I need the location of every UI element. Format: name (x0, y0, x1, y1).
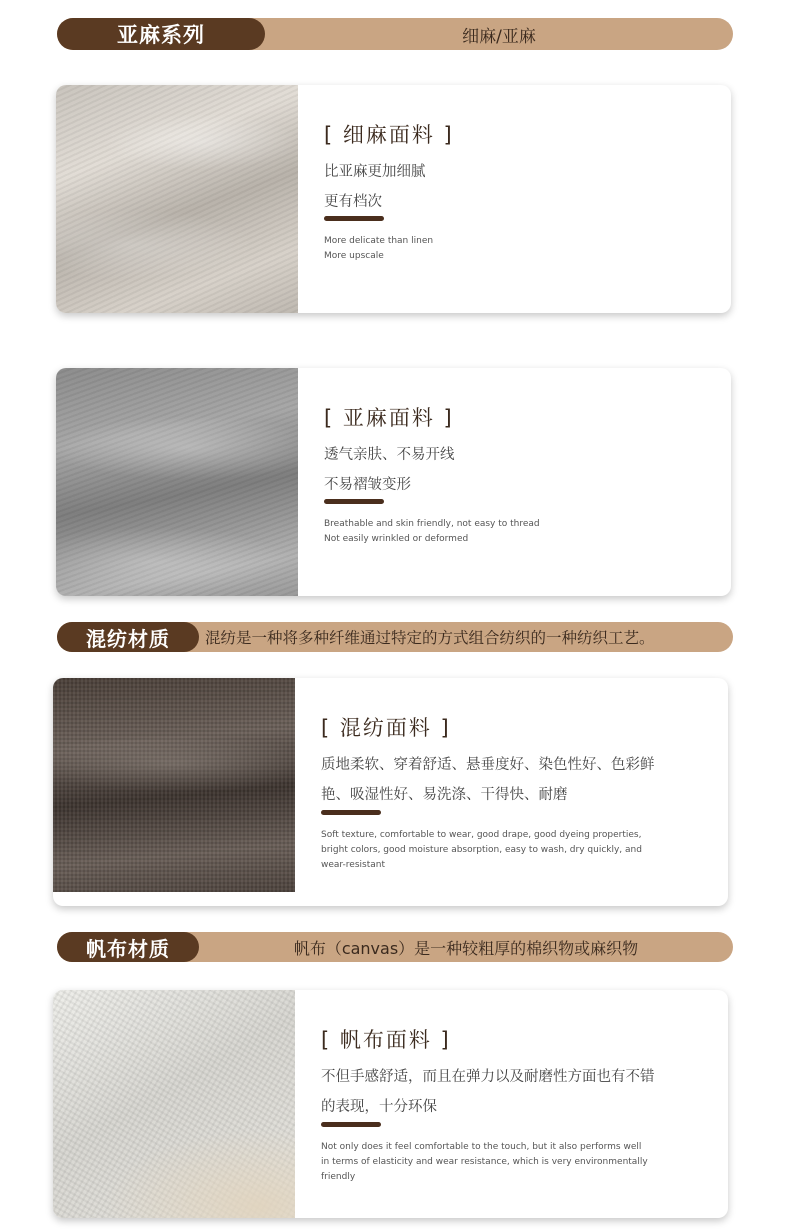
fabric-english-description (324, 517, 654, 547)
fabric-title: [ 亚麻面料 ] (324, 406, 454, 430)
section-banner-blend (57, 622, 733, 652)
section-subtitle-linen: 细麻/亚麻 (462, 26, 536, 47)
divider-bar (324, 216, 384, 221)
english-line: More delicate than linen (324, 236, 434, 246)
fabric-english-description (321, 828, 651, 873)
fabric-info (324, 368, 724, 596)
section-banner-linen (57, 18, 733, 50)
divider-bar (324, 499, 384, 504)
fabric-info (324, 85, 724, 313)
fabric-card-blend (53, 678, 728, 906)
fabric-feature-line: 不但手感舒适，而且在弹力以及耐磨性方面也有不错 (321, 1069, 655, 1085)
section-banner-canvas (57, 932, 733, 962)
section-subtitle-canvas: 帆布（canvas）是一种较粗厚的棉织物或麻织物 (293, 938, 639, 958)
english-line: More upscale (324, 251, 384, 261)
fabric-feature-line: 比亚麻更加细腻 (324, 164, 426, 180)
fabric-feature-line: 的表现，十分环保 (321, 1099, 437, 1115)
fabric-card-linen (56, 368, 731, 596)
divider-bar (321, 1122, 381, 1127)
section-pill-blend: 混纺材质 (57, 622, 199, 652)
english-line: Soft texture, comfortable to wear, good drape, good dyeing properties, (321, 830, 642, 840)
english-line: bright colors, good moisture absorption, easy to wash, dry quickly, and (321, 845, 642, 855)
fine-linen-swatch-image (56, 85, 298, 313)
fabric-english-description (324, 234, 654, 264)
section-pill-linen: 亚麻系列 (57, 18, 265, 50)
fabric-card-fine-linen (56, 85, 731, 313)
fabric-title: [ 帆布面料 ] (321, 1028, 451, 1052)
fabric-title: [ 混纺面料 ] (321, 716, 451, 740)
fabric-feature-line: 透气亲肤、不易开线 (324, 447, 455, 463)
english-line: wear-resistant (321, 860, 385, 870)
fabric-feature-line: 更有档次 (324, 194, 382, 210)
blend-swatch-image (53, 678, 295, 892)
english-line: Breathable and skin friendly, not easy to thread (324, 519, 540, 529)
english-line: in terms of elasticity and wear resistance, which is very environmentally (321, 1157, 648, 1167)
english-line: friendly (321, 1172, 356, 1182)
fabric-title: [ 细麻面料 ] (324, 123, 454, 147)
fabric-feature-line: 不易褶皱变形 (324, 477, 411, 493)
section-pill-canvas: 帆布材质 (57, 932, 199, 962)
fabric-english-description (321, 1140, 651, 1185)
linen-swatch-image (56, 368, 298, 596)
fabric-feature-line: 质地柔软、穿着舒适、悬垂度好、染色性好、色彩鲜 (321, 757, 655, 773)
fabric-card-canvas (53, 990, 728, 1218)
english-line: Not only does it feel comfortable to the touch, but it also performs well (321, 1142, 642, 1152)
english-line: Not easily wrinkled or deformed (324, 534, 469, 544)
section-subtitle-blend: 混纺是一种将多种纤维通过特定的方式组合纺织的一种纺织工艺。 (205, 629, 655, 647)
canvas-swatch-image (53, 990, 295, 1218)
fabric-info (321, 678, 721, 906)
fabric-feature-line: 艳、吸湿性好、易洗涤、干得快、耐磨 (321, 787, 568, 803)
fabric-info (321, 990, 721, 1218)
divider-bar (321, 810, 381, 815)
